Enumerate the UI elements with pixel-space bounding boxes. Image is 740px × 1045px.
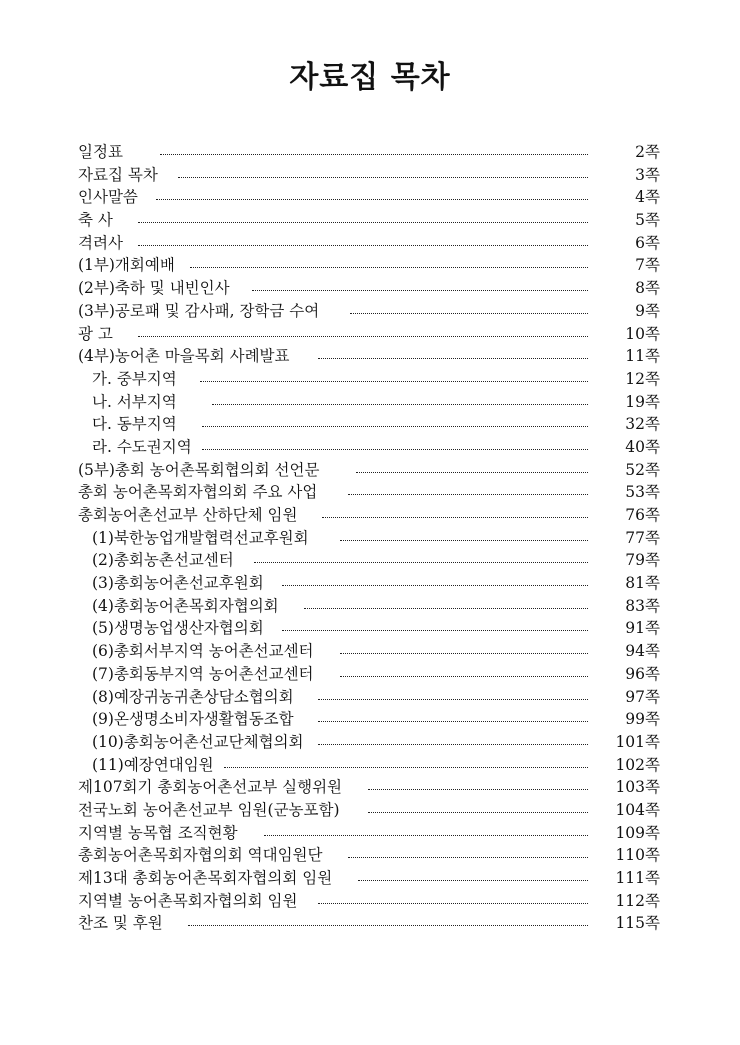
toc-entry	[78, 572, 660, 595]
toc-entry-label: (11)예장연대임원	[92, 755, 214, 774]
dot-leader	[368, 812, 588, 813]
toc-entry-label: 찬조 및 후원	[78, 914, 163, 933]
dot-leader	[318, 358, 588, 359]
dot-leader	[358, 880, 588, 881]
dot-leader	[340, 653, 588, 654]
toc-entry-label: 격려사	[78, 233, 123, 252]
dot-leader	[318, 903, 588, 904]
table-of-contents	[78, 141, 660, 935]
toc-entry-page: 111쪽	[615, 869, 660, 887]
toc-entry-label: (3)총회농어촌선교후원회	[92, 574, 264, 593]
toc-entry-label: (3부)공로패 및 감사패, 장학금 수여	[78, 301, 320, 320]
toc-entry-page: 110쪽	[615, 846, 660, 865]
toc-entry-label: 지역별 농어촌목회자협의회 임원	[78, 891, 298, 910]
toc-entry-page: 6쪽	[635, 233, 660, 252]
dot-leader	[212, 404, 588, 405]
toc-entry-page: 3쪽	[635, 165, 660, 184]
toc-entry-page: 2쪽	[635, 143, 660, 161]
toc-entry-label: 가. 중부지역	[92, 369, 177, 388]
dot-leader	[200, 381, 588, 382]
toc-entry	[78, 686, 660, 709]
toc-entry-page: 53쪽	[625, 483, 660, 502]
dot-leader	[318, 744, 588, 745]
toc-entry-label: 라. 수도권지역	[92, 437, 192, 456]
toc-entry-page: 102쪽	[615, 755, 660, 774]
toc-entry-label: 총회 농어촌목회자협의회 주요 사업	[78, 483, 318, 502]
toc-entry	[78, 890, 660, 913]
toc-entry	[78, 300, 660, 323]
toc-entry	[78, 436, 660, 459]
toc-entry	[78, 504, 660, 527]
toc-entry-page: 10쪽	[625, 324, 660, 343]
toc-entry	[78, 595, 660, 618]
toc-entry	[78, 822, 660, 845]
toc-entry-page: 81쪽	[625, 574, 660, 593]
toc-entry-page: 19쪽	[625, 392, 660, 411]
toc-entry-label: (1)북한농업개발협력선교후원회	[92, 528, 309, 547]
toc-entry-page: 97쪽	[625, 687, 660, 706]
toc-entry-page: 83쪽	[625, 596, 660, 615]
dot-leader	[368, 789, 588, 790]
toc-entry-page: 12쪽	[625, 369, 660, 388]
toc-entry-label: 총회농어촌선교부 산하단체 임원	[78, 506, 298, 524]
toc-entry	[78, 141, 660, 164]
toc-entry-page: 112쪽	[615, 891, 660, 910]
dot-leader	[340, 540, 588, 541]
toc-entry-label: (2부)축하 및 내빈인사	[78, 279, 230, 298]
toc-entry-label: 총회농어촌목회자협의회 역대임원단	[78, 846, 323, 865]
toc-entry-page: 11쪽	[625, 347, 660, 366]
toc-entry-label: 광 고	[78, 324, 113, 343]
toc-entry-page: 32쪽	[625, 415, 660, 434]
toc-entry-label: (1부)개회예배	[78, 256, 175, 275]
toc-entry	[78, 867, 660, 890]
dot-leader	[156, 199, 588, 200]
toc-entry	[78, 368, 660, 391]
toc-entry	[78, 254, 660, 277]
toc-entry-label: (5)생명농업생산자협의회	[92, 619, 264, 638]
toc-entry-page: 94쪽	[625, 642, 660, 661]
toc-entry-page: 76쪽	[625, 506, 660, 524]
dot-leader	[304, 608, 588, 609]
toc-entry-label: (4)총회농어촌목회자협의회	[92, 596, 279, 615]
toc-entry	[78, 481, 660, 504]
toc-entry-page: 79쪽	[625, 551, 660, 570]
toc-entry-label: 전국노회 농어촌선교부 임원(군농포함)	[78, 800, 340, 819]
toc-entry-page: 8쪽	[635, 279, 660, 298]
toc-entry-page: 7쪽	[635, 256, 660, 275]
toc-entry-page: 4쪽	[635, 188, 660, 207]
toc-entry-label: (10)총회농어촌선교단체협의회	[92, 732, 304, 751]
toc-entry-page: 104쪽	[615, 800, 660, 819]
toc-entry-page: 103쪽	[615, 778, 660, 797]
toc-entry-page: 101쪽	[615, 732, 660, 751]
dot-leader	[188, 925, 588, 926]
toc-entry-page: 115쪽	[615, 914, 660, 933]
toc-entry	[78, 708, 660, 731]
dot-leader	[224, 767, 588, 768]
dot-leader	[202, 449, 588, 450]
toc-entry-page: 109쪽	[615, 823, 660, 842]
toc-entry-label: (5부)총회 농어촌목회협의회 선언문	[78, 460, 320, 479]
dot-leader	[318, 721, 588, 722]
page-title: 자료집 목차	[289, 60, 451, 95]
toc-entry	[78, 209, 660, 232]
toc-entry	[78, 617, 660, 640]
toc-entry	[78, 459, 660, 482]
dot-leader	[138, 336, 588, 337]
toc-entry-label: 나. 서부지역	[92, 392, 177, 411]
dot-leader	[138, 245, 588, 246]
toc-entry	[78, 323, 660, 346]
dot-leader	[322, 517, 588, 518]
toc-entry	[78, 232, 660, 255]
toc-entry-label: 제107회기 총회농어촌선교부 실행위원	[78, 778, 343, 797]
dot-leader	[160, 154, 588, 155]
dot-leader	[350, 313, 588, 314]
toc-entry	[78, 731, 660, 754]
toc-entry-page: 99쪽	[625, 710, 660, 729]
toc-entry	[78, 186, 660, 209]
toc-entry	[78, 640, 660, 663]
toc-entry	[78, 754, 660, 777]
toc-entry	[78, 391, 660, 414]
toc-entry	[78, 663, 660, 686]
dot-leader	[340, 676, 588, 677]
toc-entry-label: (4부)농어촌 마을목회 사례발표	[78, 347, 290, 366]
dot-leader	[252, 290, 588, 291]
toc-entry	[78, 776, 660, 799]
toc-entry-label: (2)총회농촌선교센터	[92, 551, 234, 570]
toc-entry-page: 9쪽	[635, 301, 660, 320]
toc-entry-label: 축 사	[78, 211, 113, 230]
dot-leader	[282, 585, 588, 586]
toc-entry-label: 제13대 총회농어촌목회자협의회 임원	[78, 869, 333, 887]
toc-entry-label: 인사말씀	[78, 188, 138, 207]
toc-entry	[78, 277, 660, 300]
toc-entry	[78, 912, 660, 935]
toc-entry-page: 91쪽	[625, 619, 660, 638]
toc-entry	[78, 164, 660, 187]
toc-entry	[78, 844, 660, 867]
dot-leader	[348, 494, 588, 495]
dot-leader	[348, 857, 588, 858]
toc-entry-label: (6)총회서부지역 농어촌선교센터	[92, 642, 314, 661]
toc-entry	[78, 549, 660, 572]
toc-entry-page: 40쪽	[625, 437, 660, 456]
toc-entry-page: 5쪽	[635, 211, 660, 230]
toc-entry-page: 77쪽	[625, 528, 660, 547]
toc-entry-label: 지역별 농목협 조직현황	[78, 823, 238, 842]
toc-entry-label: 다. 동부지역	[92, 415, 177, 434]
toc-entry-label: 일정표	[78, 143, 123, 161]
dot-leader	[190, 267, 588, 268]
toc-entry-label: 자료집 목차	[78, 165, 158, 184]
toc-entry-label: (7)총회동부지역 농어촌선교센터	[92, 664, 314, 683]
dot-leader	[356, 472, 588, 473]
toc-entry	[78, 799, 660, 822]
toc-entry	[78, 345, 660, 368]
toc-entry-label: (8)예장귀농귀촌상담소협의회	[92, 687, 294, 706]
dot-leader	[178, 177, 588, 178]
dot-leader	[202, 426, 588, 427]
toc-entry	[78, 413, 660, 436]
dot-leader	[282, 630, 588, 631]
toc-entry-page: 52쪽	[625, 460, 660, 479]
toc-entry	[78, 527, 660, 550]
dot-leader	[264, 835, 588, 836]
toc-entry-page: 96쪽	[625, 664, 660, 683]
dot-leader	[318, 699, 588, 700]
dot-leader	[138, 222, 588, 223]
toc-entry-label: (9)온생명소비자생활협동조합	[92, 710, 294, 729]
dot-leader	[254, 562, 588, 563]
